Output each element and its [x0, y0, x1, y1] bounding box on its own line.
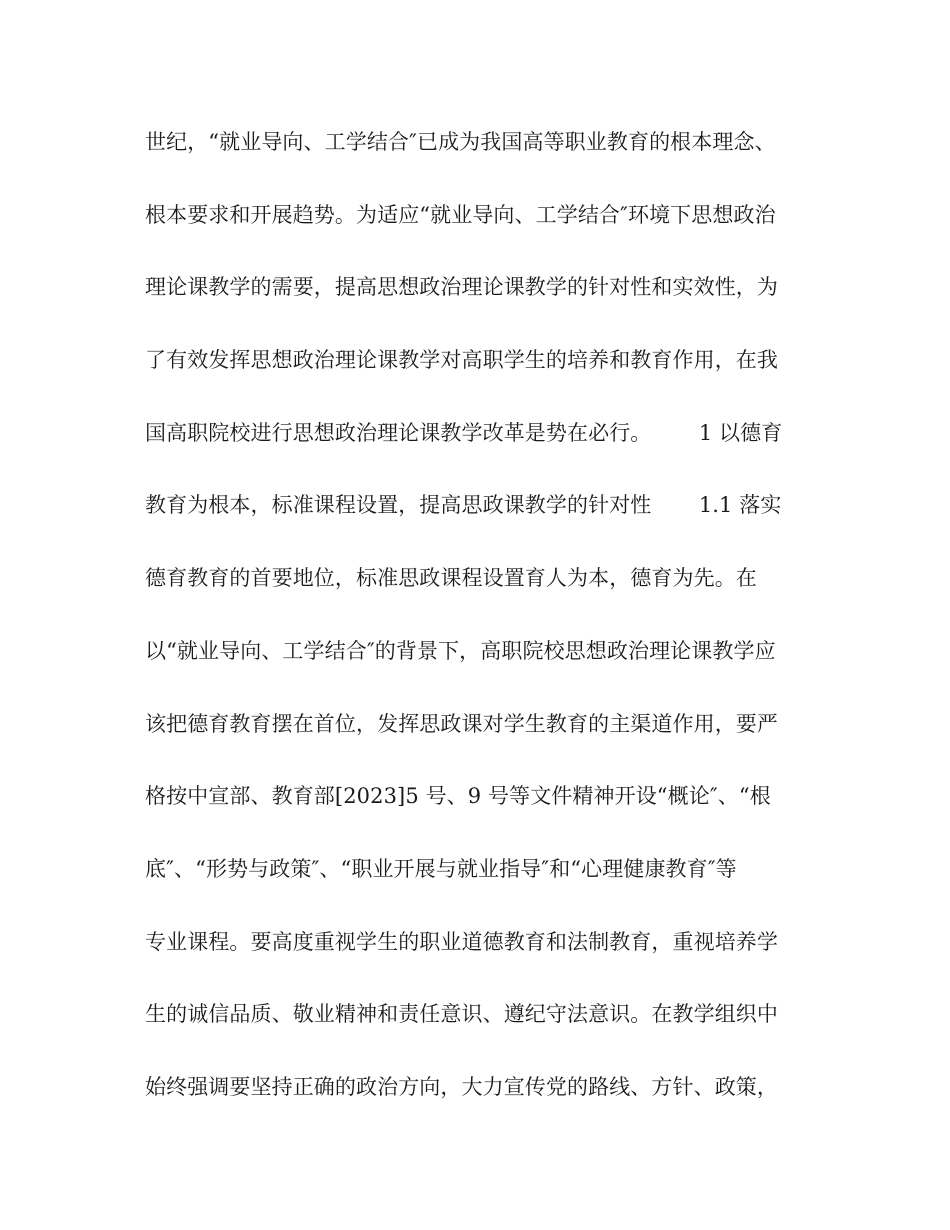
- text-line-7: 德育教育的首要地位，标准思政课程设置育人为本，德育为先。在: [145, 566, 757, 591]
- text-line-10: 格按中宣部、教育部[2023]5 号、9 号等文件精神开设“概论″、“根: [145, 784, 771, 809]
- text-line-6: 教育为根本，标准课程设置，提高思政课教学的针对性 1.1 落实: [145, 493, 782, 518]
- text-line-12: 专业课程。要高度重视学生的职业道德教育和法制教育，重视培养学: [145, 929, 778, 954]
- text-line-11: 底″、“形势与政策″、“职业开展与就业指导″和“心理健康教育″等: [145, 856, 737, 881]
- text-line-4: 了有效发挥思想政治理论课教学对高职学生的培养和教育作用，在我: [145, 348, 778, 373]
- text-line-9: 该把德育教育摆在首位，发挥思政课对学生教育的主渠道作用，要严: [145, 711, 778, 736]
- text-line-13: 生的诚信品质、敬业精神和责任意识、遵纪守法意识。在教学组织中: [145, 1002, 778, 1027]
- text-line-5: 国高职院校进行思想政治理论课教学改革是势在必行。 1 以德育: [145, 420, 783, 445]
- text-line-1: 世纪，“就业导向、工学结合″已成为我国高等职业教育的根本理念、: [145, 130, 776, 154]
- text-line-2: 根本要求和开展趋势。为适应“就业导向、工学结合″环境下思想政治: [145, 202, 776, 227]
- text-line-8: 以“就业导向、工学结合″的背景下，高职院校思想政治理论课教学应: [145, 638, 776, 663]
- body-text: [145, 124, 815, 1142]
- text-line-14: 始终强调要坚持正确的政治方向，大力宣传党的路线、方针、政策，: [145, 1074, 778, 1099]
- text-line-3: 理论课教学的需要，提高思想政治理论课教学的针对性和实效性，为: [145, 275, 778, 300]
